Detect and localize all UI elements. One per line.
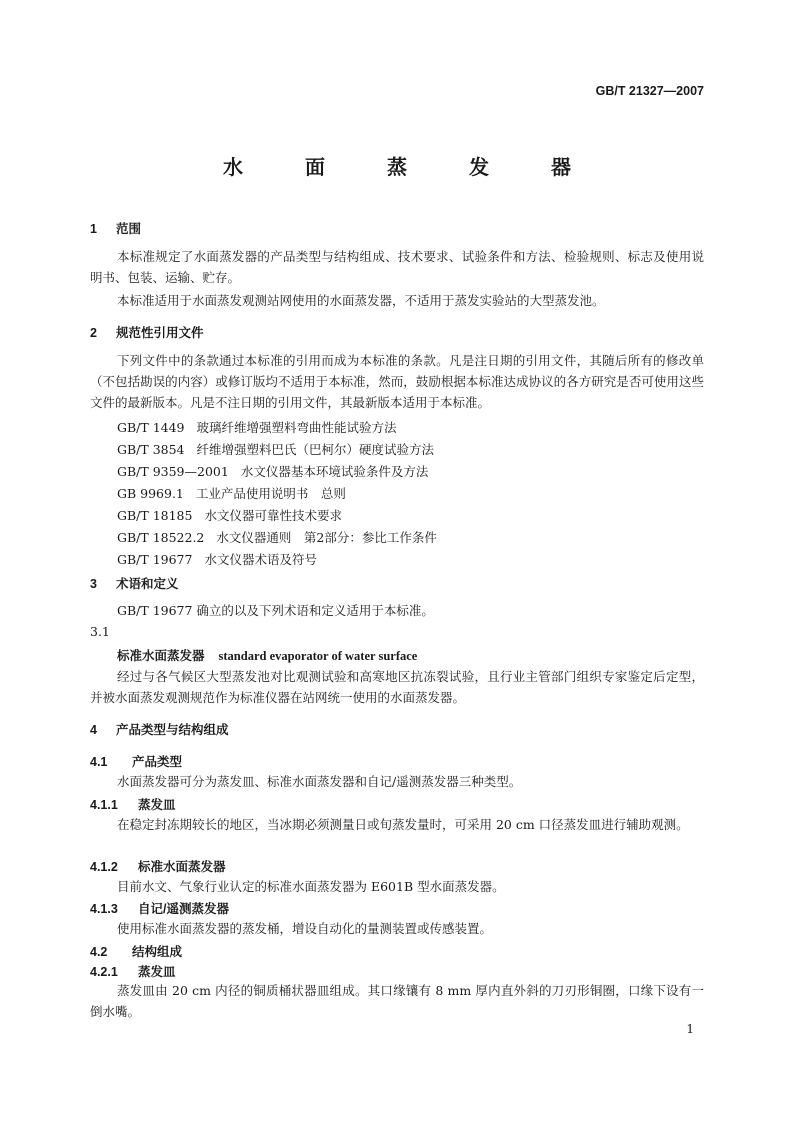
section-3-heading: 3 术语和定义 (90, 577, 179, 591)
document-title: 水 面 蒸 发 器 (223, 155, 592, 179)
section-1-paragraph-1: 本标准规定了水面蒸发器的产品类型与结构组成、技术要求、试验条件和方法、检验规则、标志及使用说明书、包装、运输、贮存。 (90, 249, 704, 285)
section-4-2-1-paragraph: 蒸发皿由 20 cm 内径的铜质桶状器皿组成。其口缘镶有 8 mm 厚内直外斜的刀刃形铜圈，口缘下设有一倒水嘴。 (90, 983, 704, 1019)
section-2-paragraph-1: 下列文件中的条款通过本标准的引用而成为本标准的条款。凡是注日期的引用文件，其随后所有的修改单（不包括勘误的内容）或修订版均不适用于本标准，然而，鼓励根据本标准达成协议的各方研究是否可使用这些文件的最新版本。凡是不注日期的引用文件，其最新版本适用于本标准。 (90, 353, 704, 410)
section-4-heading: 4 产品类型与结构组成 (90, 723, 229, 737)
section-3-paragraph-1: GB/T 19677 确立的以及下列术语和定义适用于本标准。 (117, 603, 434, 618)
section-4-1-3-heading: 4.1.3 自记/遥测蒸发器 (90, 902, 229, 916)
section-4-1-2-paragraph: 目前水文、气象行业认定的标准水面蒸发器为 E601B 型水面蒸发器。 (117, 879, 505, 894)
section-4-2-1-heading: 4.2.1 蒸发皿 (90, 965, 176, 979)
section-4-1-heading: 4.1 产品类型 (90, 755, 183, 769)
reference-item: GB 9969.1 工业产品使用说明书 总则 (117, 486, 346, 501)
reference-item: GB/T 18185 水文仪器可靠性技术要求 (117, 508, 342, 523)
section-4-1-3-paragraph: 使用标准水面蒸发器的蒸发桶，增设自动化的量测装置或传感装置。 (117, 921, 493, 936)
reference-item: GB/T 1449 玻璃纤维增强塑料弯曲性能试验方法 (117, 420, 397, 435)
clause-3-1-number: 3.1 (90, 624, 110, 639)
reference-item: GB/T 18522.2 水文仪器通则 第2部分：参比工作条件 (117, 530, 437, 545)
section-1-heading: 1 范围 (90, 222, 142, 236)
page-number: 1 (686, 1022, 694, 1036)
section-1-paragraph-2: 本标准适用于水面蒸发观测站网使用的水面蒸发器，不适用于蒸发实验站的大型蒸发池。 (117, 293, 605, 308)
reference-item: GB/T 9359—2001 水文仪器基本环境试验条件及方法 (117, 464, 429, 479)
reference-item: GB/T 19677 水文仪器术语及符号 (117, 552, 317, 567)
reference-item: GB/T 3854 纤维增强塑料巴氏（巴柯尔）硬度试验方法 (117, 442, 435, 457)
term-3-1: 标准水面蒸发器 standard evaporator of water surface (117, 648, 418, 663)
section-4-2-heading: 4.2 结构组成 (90, 945, 183, 959)
section-2-heading: 2 规范性引用文件 (90, 326, 204, 340)
section-4-1-1-heading: 4.1.1 蒸发皿 (90, 798, 176, 812)
section-4-1-2-heading: 4.1.2 标准水面蒸发器 (90, 860, 226, 874)
term-3-1-definition: 经过与各气候区大型蒸发池对比观测试验和高寒地区抗冻裂试验，且行业主管部门组织专家鉴定后定型，并被水面蒸发观测规范作为标准仪器在站网统一使用的水面蒸发器。 (90, 669, 704, 705)
section-4-1-paragraph: 水面蒸发器可分为蒸发皿、标准水面蒸发器和自记/遥测蒸发器三种类型。 (117, 774, 522, 789)
standard-code: GB/T 21327—2007 (595, 84, 704, 98)
section-4-1-1-paragraph: 在稳定封冻期较长的地区，当冰期必须测量日或旬蒸发量时，可采用 20 cm 口径蒸发皿进行辅助观测。 (117, 817, 689, 832)
